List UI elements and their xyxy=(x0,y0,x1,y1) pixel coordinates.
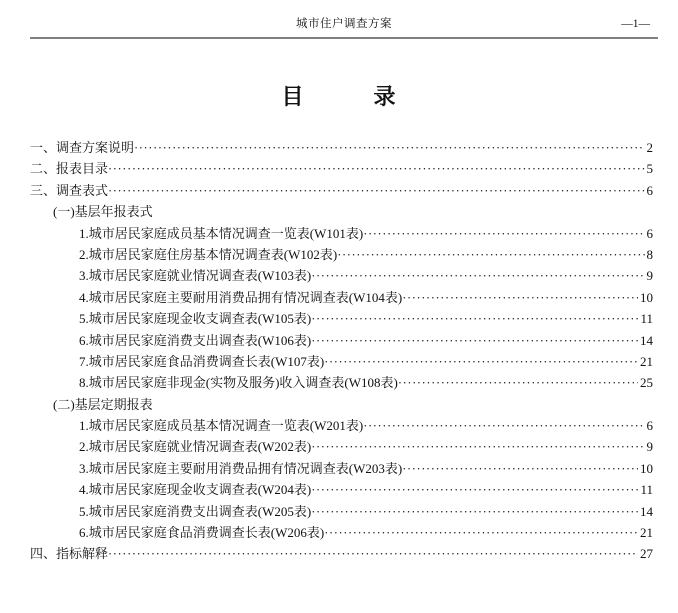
toc-page-number: 21 xyxy=(640,353,653,369)
toc-page-number: 14 xyxy=(640,503,653,519)
toc-leader-dots xyxy=(324,522,638,543)
toc-page-number: 21 xyxy=(640,525,653,541)
toc-leader-dots xyxy=(311,436,644,457)
toc-page-number: 25 xyxy=(640,375,653,391)
toc-entry-label: 3.城市居民家庭就业情况调查表(W103表) xyxy=(79,268,312,284)
toc-leader-dots xyxy=(311,479,638,500)
toc-entry-label: 1.城市居民家庭成员基本情况调查一览表(W101表) xyxy=(79,225,364,241)
toc-page-number: 11 xyxy=(640,482,653,498)
toc-entry-label: 四、指标解释 xyxy=(30,546,109,562)
toc-page-number: 6 xyxy=(646,418,653,434)
toc-title: 目 录 xyxy=(281,84,397,109)
toc-leader-dots xyxy=(108,180,644,201)
toc-entry-label: 6.城市居民家庭消费支出调查表(W106表) xyxy=(79,332,312,348)
toc-leader-dots xyxy=(311,308,638,329)
toc-entry xyxy=(30,180,653,201)
toc-leader-dots xyxy=(108,543,638,564)
running-header xyxy=(30,0,658,39)
toc-entry xyxy=(30,287,653,308)
toc-page-number: 27 xyxy=(640,546,653,562)
toc-entry xyxy=(30,244,653,265)
toc-page-number: 6 xyxy=(646,182,653,198)
toc-entry xyxy=(30,394,653,415)
toc-entry xyxy=(30,137,653,158)
toc-entry-label: 5.城市居民家庭消费支出调查表(W205表) xyxy=(79,503,312,519)
toc-entry-label: (一)基层年报表式 xyxy=(53,204,153,220)
toc-entry-label: 三、调查表式 xyxy=(30,182,109,198)
toc-entry xyxy=(30,308,653,329)
toc-entry xyxy=(30,158,653,179)
toc-entry xyxy=(30,330,653,351)
toc-entry-label: 4.城市居民家庭主要耐用消费品拥有情况调查表(W104表) xyxy=(79,289,403,305)
toc-entry-label: 5.城市居民家庭现金收支调查表(W105表) xyxy=(79,311,312,327)
toc-entry-label: 4.城市居民家庭现金收支调查表(W204表) xyxy=(79,482,312,498)
toc-entry xyxy=(30,415,653,436)
toc-entry-label: 7.城市居民家庭食品消费调查长表(W107表) xyxy=(79,353,325,369)
toc-leader-dots xyxy=(363,223,644,244)
toc-entry xyxy=(30,265,653,286)
page-number-marker: —1— xyxy=(621,18,650,30)
toc-page-number: 10 xyxy=(640,289,653,305)
toc-leader-dots xyxy=(311,265,644,286)
toc-page-number: 2 xyxy=(646,140,653,155)
toc-leader-dots xyxy=(311,330,638,351)
toc-page-number: 10 xyxy=(640,460,653,476)
toc-page-number: 5 xyxy=(646,161,653,177)
document-title: 城市住户调查方案 xyxy=(296,18,392,30)
toc-leader-dots xyxy=(402,458,638,479)
toc-page-number: 9 xyxy=(646,439,653,455)
toc-entry-label: 2.城市居民家庭住房基本情况调查表(W102表) xyxy=(79,246,338,262)
toc-list xyxy=(0,137,678,565)
toc-entry xyxy=(30,201,653,222)
toc-leader-dots xyxy=(402,287,638,308)
toc-entry xyxy=(30,522,653,543)
toc-entry-label: (二)基层定期报表 xyxy=(53,396,153,412)
toc-page-number: 6 xyxy=(646,225,653,241)
toc-entry-label: 一、调查方案说明 xyxy=(30,140,135,155)
toc-entry xyxy=(30,501,653,522)
toc-entry xyxy=(30,223,653,244)
toc-leader-dots xyxy=(311,501,638,522)
toc-page-number: 14 xyxy=(640,332,653,348)
toc-leader-dots xyxy=(398,372,638,393)
toc-entry xyxy=(30,479,653,500)
toc-leader-dots xyxy=(108,158,644,179)
toc-entry xyxy=(30,351,653,372)
toc-entry-label: 1.城市居民家庭成员基本情况调查一览表(W201表) xyxy=(79,418,364,434)
toc-entry-label: 6.城市居民家庭食品消费调查长表(W206表) xyxy=(79,525,325,541)
toc-leader-dots xyxy=(134,137,644,158)
toc-entry-label: 二、报表目录 xyxy=(30,161,109,177)
toc-leader-dots xyxy=(363,415,644,436)
toc-entry xyxy=(30,458,653,479)
toc-entry-label: 8.城市居民家庭非现金(实物及服务)收入调查表(W108表) xyxy=(79,375,398,391)
toc-page-number: 8 xyxy=(646,246,653,262)
toc-leader-dots xyxy=(324,351,638,372)
toc-page-number: 11 xyxy=(640,311,653,327)
toc-entry xyxy=(30,372,653,393)
toc-leader-dots xyxy=(337,244,644,265)
toc-page-number: 9 xyxy=(646,268,653,284)
toc-entry-label: 3.城市居民家庭主要耐用消费品拥有情况调查表(W203表) xyxy=(79,460,403,476)
toc-entry-label: 2.城市居民家庭就业情况调查表(W202表) xyxy=(79,439,312,455)
toc-entry xyxy=(30,543,653,564)
toc-entry xyxy=(30,436,653,457)
